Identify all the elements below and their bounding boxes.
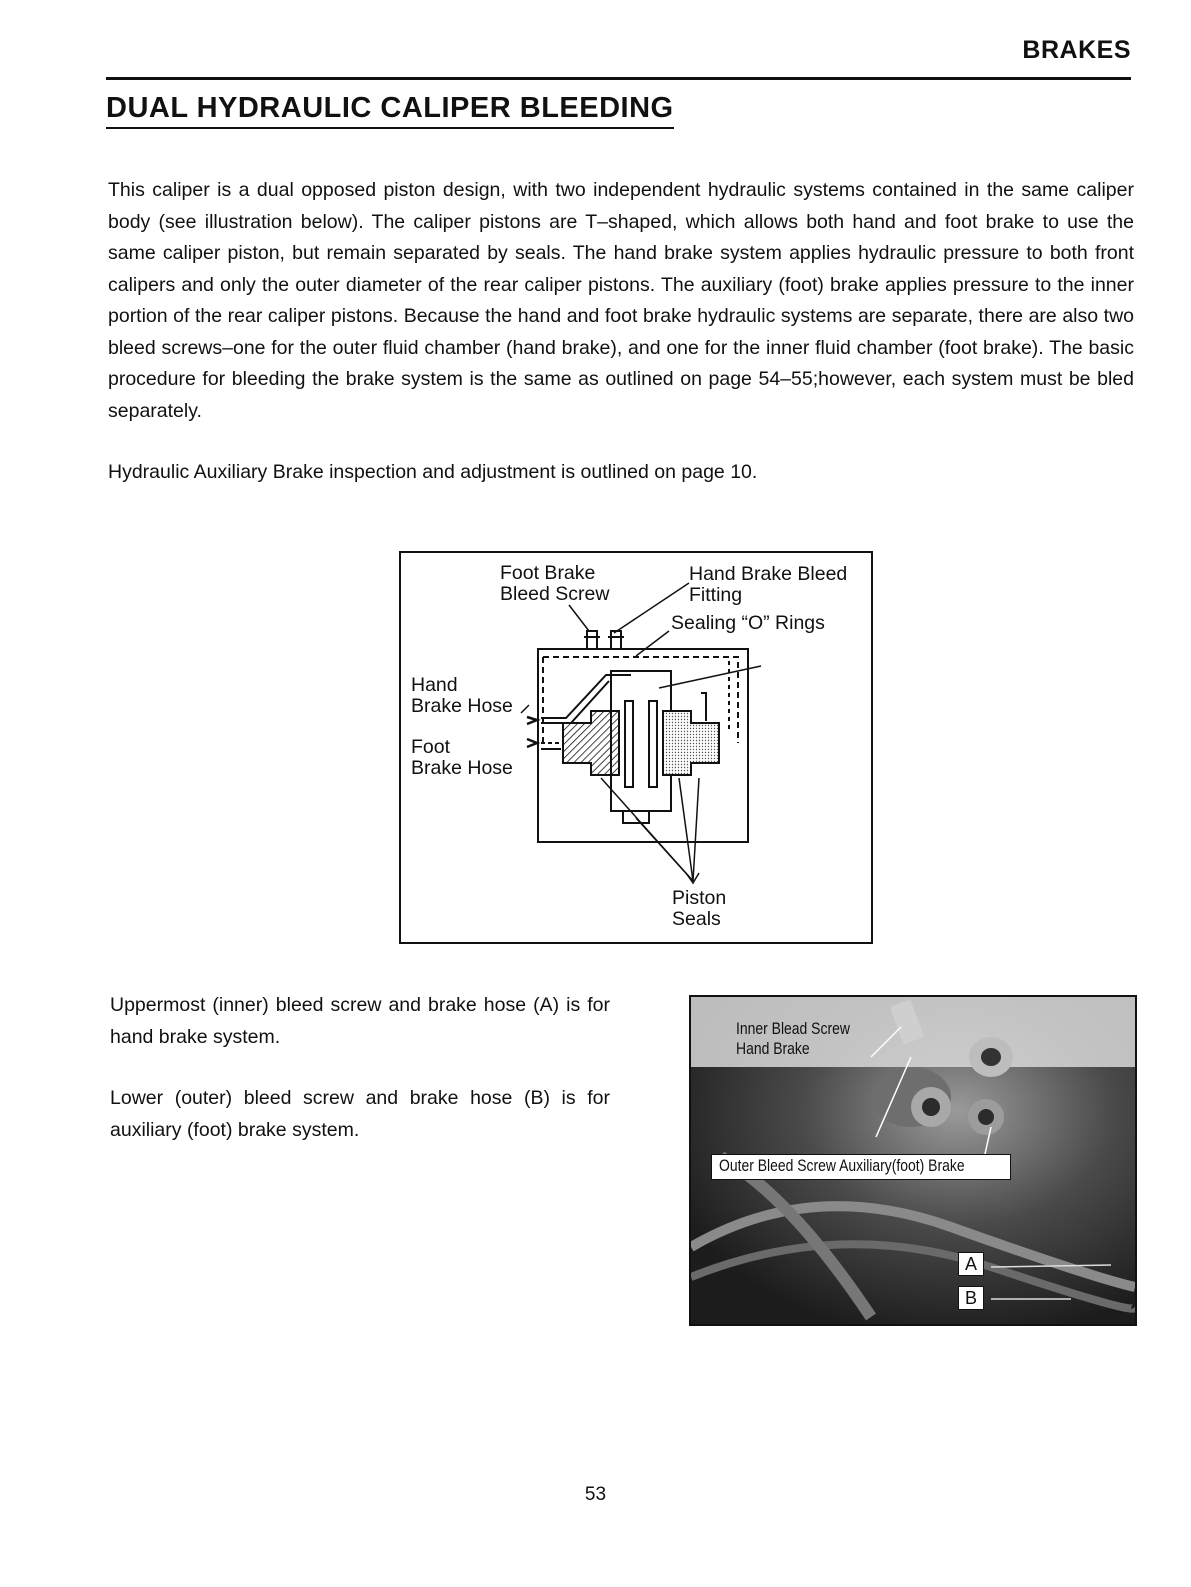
photo-label-inner-bleed-screw: Inner Blead Screw Hand Brake <box>736 1019 850 1058</box>
section-header: BRAKES <box>1022 36 1131 64</box>
intro-paragraph: This caliper is a dual opposed piston design, with two independent hydraulic systems contained in the same caliper body (see illustration below). The caliper pistons are T–shaped, which allows both hand and foot brake to use the same caliper piston, but remain separated by seals. The hand brake system applies hydraulic pressure to both front calipers and only the outer diameter of the rear caliper pistons. The auxiliary (foot) brake applies pressure to the inner portion of the rear caliper pistons. Because the hand and foot brake hydraulic systems are separate, there are also two bleed screws–one for the outer fluid chamber (hand brake), and one for the inner fluid chamber (foot brake). The basic procedure for bleeding the brake system is the same as outlined on page 54–55;however, each system must be bled separately. <box>108 179 1134 422</box>
label-foot-brake-hose: Foot Brake Hose <box>411 736 513 779</box>
label-foot-brake-bleed-screw: Foot Brake Bleed Screw <box>500 562 610 605</box>
caliper-photo <box>689 995 1137 1326</box>
label-piston-seals: Piston Seals <box>672 887 727 930</box>
label-sealing-o-rings: Sealing “O” Rings <box>671 612 825 634</box>
marker-a: A <box>958 1252 984 1276</box>
label-hand-brake-bleed-fitting: Hand Brake Bleed Fitting <box>689 563 848 606</box>
note-hand-brake-hose: Uppermost (inner) bleed screw and brake hose (A) is for hand brake system. <box>110 994 610 1048</box>
header-rule <box>106 77 1131 80</box>
page-title: DUAL HYDRAULIC CALIPER BLEEDING <box>106 92 674 129</box>
marker-b: B <box>958 1286 984 1310</box>
page-number: 53 <box>584 1484 607 1505</box>
reference-note: Hydraulic Auxiliary Brake inspection and adjustment is outlined on page 10. <box>108 461 758 483</box>
note-foot-brake-hose: Lower (outer) bleed screw and brake hose (B) is for auxiliary (foot) brake system. <box>110 1087 610 1141</box>
label-hand-brake-hose: Hand Brake Hose <box>411 674 513 717</box>
photo-label-outer-bleed-screw: Outer Bleed Screw Auxiliary(foot) Brake <box>719 1156 965 1175</box>
caliper-diagram <box>399 551 873 944</box>
